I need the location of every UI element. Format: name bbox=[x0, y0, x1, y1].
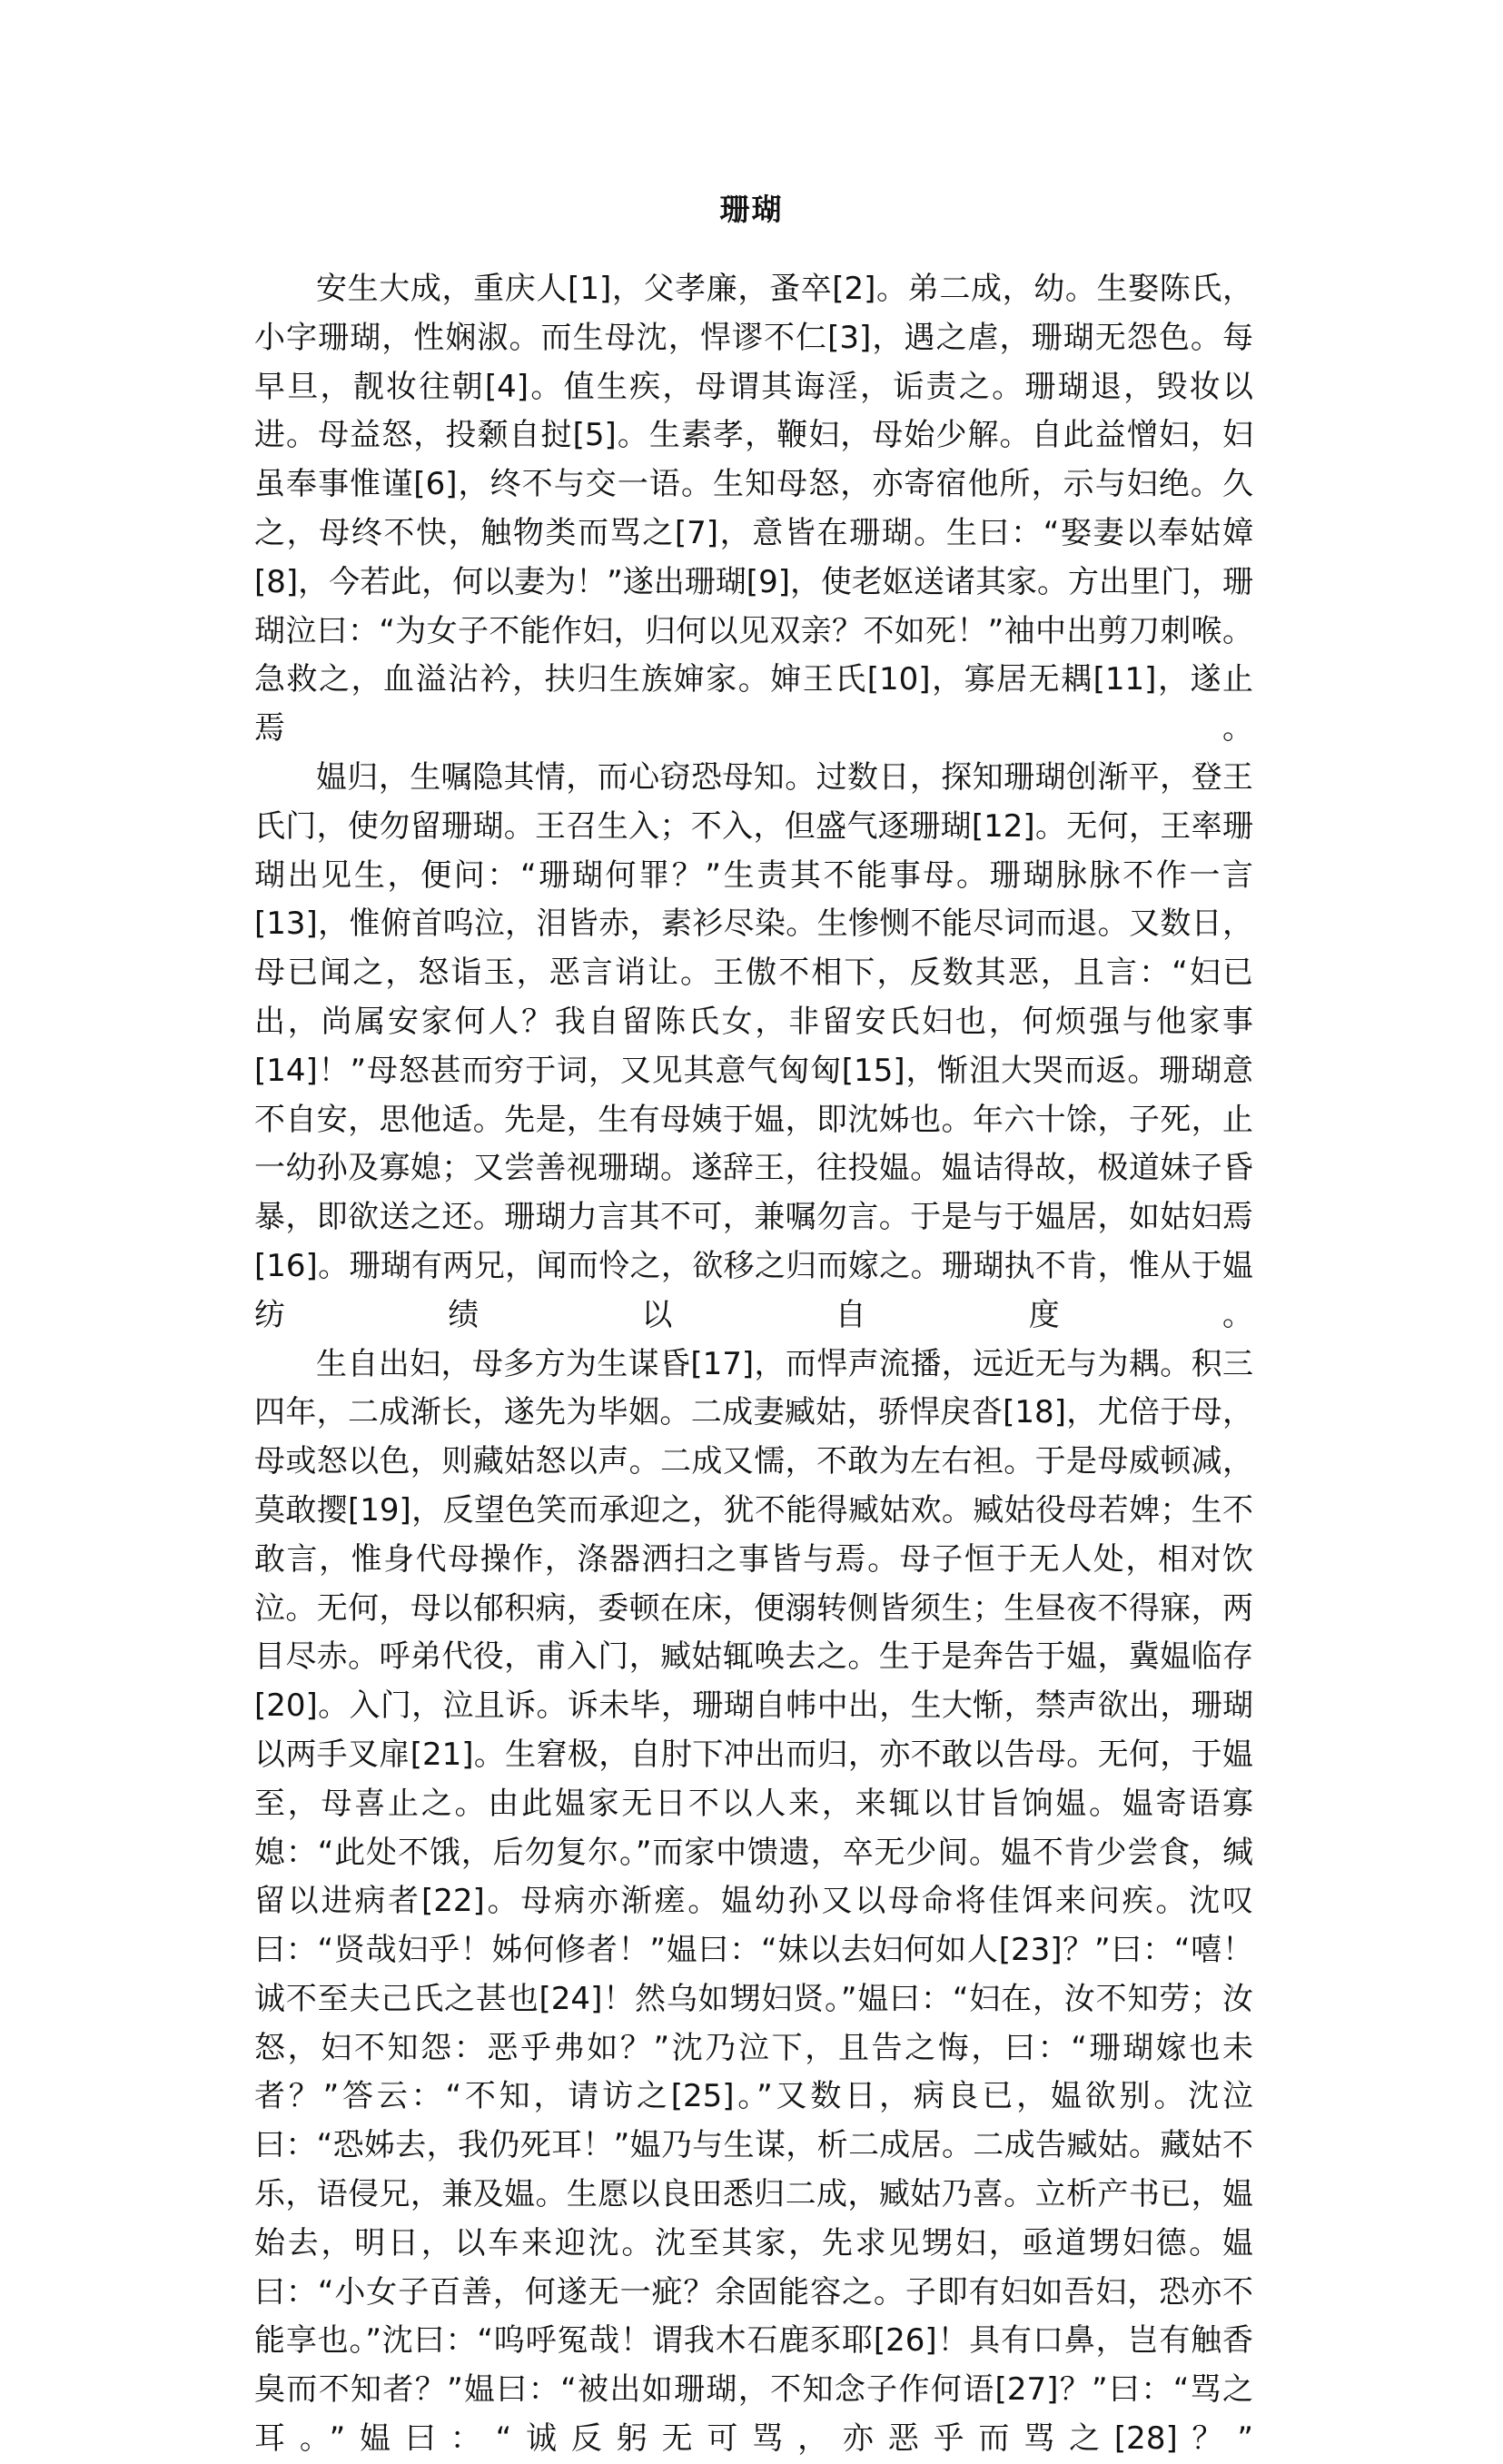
document-body bbox=[254, 265, 1253, 2464]
paragraph-1: 安生大成，重庆人[1]，父孝廉，蚤卒[2]。弟二成，幼。生娶陈氏，小字珊瑚，性娴淑。而生母沈，悍谬不仁[3]，遇之虐，珊瑚无怨色。每早旦，靓妆往朝[4]。值生疾，母谓其诲淫，诟责之。珊瑚退，毁妆以进。母益怒，投颡自挝[5]。生素孝，鞭妇，母始少解。自此益憎妇，妇虽奉事惟谨[6]，终不与交一语。生知母怒，亦寄宿他所，示与妇绝。久之，母终不快，触物类而骂之[7]，意皆在珊瑚。生曰：“娶妻以奉姑嫜[8]，今若此，何以妻为！”遂出珊瑚[9]，使老妪送诸其家。方出里门，珊瑚泣曰：“为女子不能作妇，归何以见双亲？不如死！”袖中出剪刀刺喉。急救之，血溢沾衿，扶归生族婶家。婶王氏[10]，寡居无耦[11]，遂止焉。 bbox=[254, 271, 1253, 747]
paragraph-3: 生自出妇，母多方为生谋昏[17]，而悍声流播，远近无与为耦。积三四年，二成渐长，遂先为毕姻。二成妻臧姑，骄悍戾沓[18]，尤倍于母，母或怒以色，则藏姑怒以声。二成又懦，不敢为左右袒。于是母威顿减，莫敢撄[19]，反望色笑而承迎之，犹不能得臧姑欢。臧姑役母若婢；生不敢言，惟身代母操作，涤器洒扫之事皆与焉。母子恒于无人处，相对饮泣。无何，母以郁积病，委顿在床，便溺转侧皆须生；生昼夜不得寐，两目尽赤。呼弟代役，甫入门，臧姑辄唤去之。生于是奔告于媪，冀媪临存[20]。入门，泣且诉。诉未毕，珊瑚自帏中出，生大惭，禁声欲出，珊瑚以两手叉扉[21]。生窘极，自肘下冲出而归，亦不敢以告母。无何，于媪至，母喜止之。由此媪家无日不以人来，来辄以甘旨饷媪。媪寄语寡媳：“此处不饿，后勿复尔。”而家中馈遗，卒无少间。媪不肯少尝食，缄留以进病者[22]。母病亦渐瘥。媪幼孙又以母命将佳饵来问疾。沈叹曰：“贤哉妇乎！姊何修者！”媪曰：“妹以去妇何如人[23]？”曰：“嘻！诚不至夫己氏之甚也[24]！然乌如甥妇贤。”媪曰：“妇在，汝不知劳；汝怒，妇不知怨：恶乎弗如？”沈乃泣下，且告之悔，曰：“珊瑚嫁也未者？”答云：“不知，请访之[25]。”又数日，病良已，媪欲别。沈泣曰：“恐姊去，我仍死耳！”媪乃与生谋，析二成居。二成告臧姑。藏姑不乐，语侵兄，兼及媪。生愿以良田悉归二成，臧姑乃喜。立析产书已，媪始去，明日，以车来迎沈。沈至其家，先求见甥妇，亟道甥妇德。媪曰：“小女子百善，何遂无一疵？余固能容之。子即有妇如吾妇，恐亦不能享也。”沈曰：“呜呼冤哉！谓我木石鹿豕耶[26]！具有口鼻，岂有触香臭而不知者？”媪曰：“被出如珊瑚，不知念子作何语[27]？”曰：“骂之耳。”媪曰：“诚反躬无可骂，亦恶乎而骂之[28]？” bbox=[254, 1345, 1253, 2458]
document-title: 珊瑚 bbox=[719, 192, 784, 227]
paragraph-2: 媪归，生嘱隐其情，而心窃恐母知。过数日，探知珊瑚创渐平，登王氏门，使勿留珊瑚。王召生入；不入，但盛气逐珊瑚[12]。无何，王率珊瑚出见生，便问：“珊瑚何罪？”生责其不能事母。珊瑚脉脉不作一言[13]，惟俯首呜泣，泪皆赤，素衫尽染。生惨恻不能尽词而退。又数日，母已闻之，怒诣玉，恶言诮让。王傲不相下，反数其恶，且言：“妇已出，尚属安家何人？我自留陈氏女，非留安氏妇也，何烦强与他家事[14]！”母怒甚而穷于词，又见其意气匈匈[15]，惭沮大哭而返。珊瑚意不自安，思他适。先是，生有母姨于媪，即沈姊也。年六十馀，子死，止一幼孙及寡媳；又尝善视珊瑚。遂辞王，往投媪。媪诘得故，极道妹子昏暴，即欲送之还。珊瑚力言其不可，兼嘱勿言。于是与于媪居，如姑妇焉[16]。珊瑚有两兄，闻而怜之，欲移之归而嫁之。珊瑚执不肯，惟从于媪纺绩以自度。 bbox=[254, 758, 1253, 1333]
